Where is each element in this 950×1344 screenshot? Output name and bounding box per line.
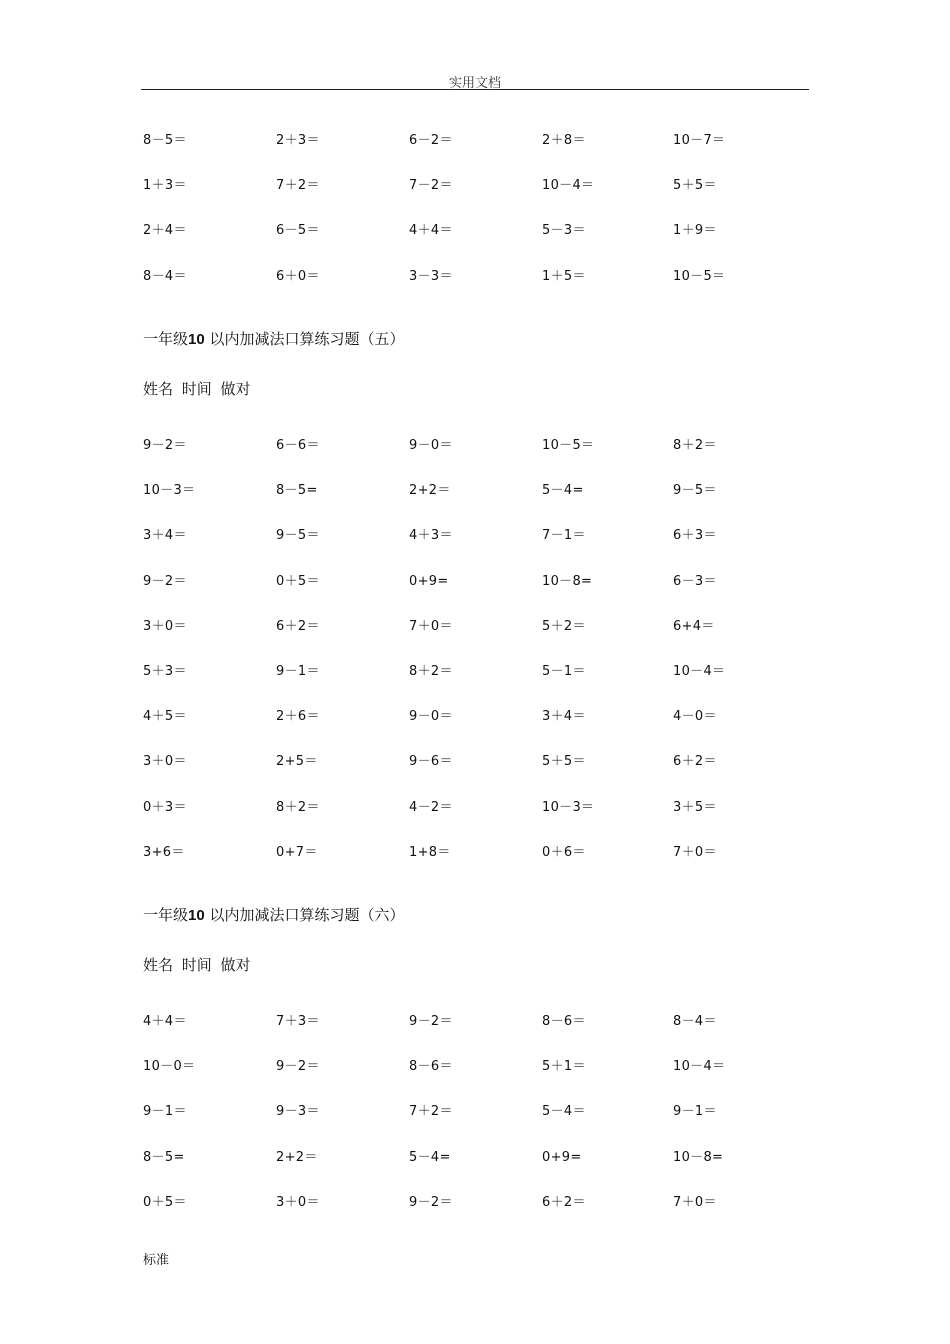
problem-item: 6＋2＝	[276, 618, 320, 634]
problem-item: 8－5=	[143, 1149, 185, 1165]
problem-row	[143, 619, 823, 664]
problem-item: 8－5＝	[143, 133, 187, 148]
problem-item: 6＋0＝	[276, 268, 320, 284]
problem-item: 9－0＝	[409, 709, 453, 725]
problem-item: 0＋3＝	[143, 799, 187, 815]
problem-item: 2＋6＝	[276, 709, 320, 725]
problem-item: 7＋0＝	[673, 844, 717, 860]
header-title: 实用文档	[448, 76, 501, 91]
problem-item: 0+7＝	[276, 844, 318, 860]
problem-item: 1＋9＝	[673, 223, 717, 239]
problem-item: 7＋2＝	[409, 1104, 453, 1120]
problem-row	[143, 269, 823, 314]
page-header	[141, 70, 809, 90]
problem-item: 9－0＝	[409, 438, 453, 453]
problem-item: 4－0＝	[673, 709, 717, 725]
problem-item: 7－1＝	[542, 528, 586, 544]
problem-grid-top	[143, 133, 823, 314]
problem-item: 3＋5＝	[673, 799, 717, 815]
problem-item: 1＋3＝	[143, 178, 187, 194]
problem-item: 9－2＝	[409, 1014, 453, 1029]
problem-item: 5＋5＝	[542, 754, 586, 770]
problem-row	[143, 754, 823, 799]
problem-item: 9－2＝	[143, 438, 187, 453]
problem-item: 4＋3＝	[409, 528, 453, 544]
problem-item: 8＋2＝	[409, 663, 453, 679]
section-title-prefix: 一年级	[143, 906, 189, 924]
problem-item: 2+2＝	[276, 1149, 318, 1165]
problem-item: 8－6＝	[542, 1014, 586, 1029]
problem-item: 9－5＝	[276, 528, 320, 544]
problem-item: 7＋2＝	[276, 178, 320, 194]
problem-item: 0＋5＝	[143, 1194, 187, 1210]
problem-row	[143, 1014, 823, 1059]
problem-item: 9－1＝	[276, 663, 320, 679]
problem-item: 3－3＝	[409, 268, 453, 284]
problem-item: 3＋0＝	[276, 1194, 320, 1210]
problem-item: 10－5＝	[542, 438, 595, 453]
problem-item: 2＋8＝	[542, 133, 586, 148]
problem-item: 5－3＝	[542, 223, 586, 239]
problem-row	[143, 1150, 823, 1195]
problem-item: 2＋3＝	[276, 133, 320, 148]
problem-item: 6－5＝	[276, 223, 320, 239]
problem-item: 6＋2＝	[673, 754, 717, 770]
problem-row	[143, 178, 823, 223]
problem-item: 8＋2＝	[673, 438, 717, 453]
problem-item: 7＋0＝	[409, 618, 453, 634]
problem-item: 9－5＝	[673, 483, 717, 499]
problem-row	[143, 574, 823, 619]
problem-item: 10－0＝	[143, 1059, 196, 1075]
problem-item: 5－4＝	[542, 1104, 586, 1120]
problem-item: 0＋5＝	[276, 573, 320, 589]
problem-item: 8－4＝	[673, 1014, 717, 1029]
problem-item: 5＋2＝	[542, 618, 586, 634]
problem-item: 0+9=	[409, 573, 449, 589]
problem-grid-section-6	[143, 1014, 823, 1240]
problem-item: 3＋4＝	[143, 528, 187, 544]
problem-item: 6+4＝	[673, 618, 715, 634]
problem-item: 4－2＝	[409, 799, 453, 815]
problem-item: 6－3＝	[673, 573, 717, 589]
problem-item: 5－1＝	[542, 663, 586, 679]
section-title-suffix: 以内加减法口算练习题（六）	[209, 906, 405, 924]
problem-item: 3＋0＝	[143, 754, 187, 770]
problem-item: 3+6＝	[143, 844, 185, 860]
problem-item: 8－4＝	[143, 268, 187, 284]
problem-item: 10－8=	[673, 1149, 724, 1165]
problem-row	[143, 223, 823, 268]
problem-item: 7＋3＝	[276, 1014, 320, 1029]
problem-item: 10－3＝	[143, 483, 196, 499]
problem-item: 3＋0＝	[143, 618, 187, 634]
problem-item: 10－7＝	[673, 133, 726, 148]
problem-row	[143, 133, 823, 178]
problem-row	[143, 483, 823, 528]
problem-row	[143, 845, 823, 890]
problem-item: 9－1＝	[673, 1104, 717, 1120]
problem-item: 4＋4＝	[143, 1014, 187, 1029]
problem-item: 4＋4＝	[409, 223, 453, 239]
problem-item: 0+9=	[542, 1149, 582, 1165]
problem-row	[143, 1195, 823, 1240]
section-title-suffix: 以内加减法口算练习题（五）	[209, 330, 405, 348]
problem-item: 5－4=	[542, 483, 584, 499]
problem-row	[143, 800, 823, 845]
problem-item: 8－5=	[276, 483, 318, 499]
section-title-number: 10	[188, 331, 205, 348]
problem-item: 9－2＝	[143, 573, 187, 589]
problem-item: 3＋4＝	[542, 709, 586, 725]
problem-item: 10－8=	[542, 573, 593, 589]
section-title-prefix: 一年级	[143, 330, 189, 348]
problem-row	[143, 1059, 823, 1104]
footer-label: 标准	[143, 1253, 170, 1268]
info-line-6: 姓名 时间 做对	[143, 956, 251, 974]
problem-item: 7＋0＝	[673, 1194, 717, 1210]
problem-row	[143, 709, 823, 754]
problem-grid-section-5	[143, 438, 823, 890]
problem-item: 9－6＝	[409, 754, 453, 770]
problem-row	[143, 438, 823, 483]
problem-item: 2+5＝	[276, 754, 318, 770]
problem-item: 2+2＝	[409, 483, 451, 499]
problem-item: 1＋5＝	[542, 268, 586, 284]
problem-item: 10－4＝	[542, 178, 595, 194]
problem-item: 8－6＝	[409, 1059, 453, 1075]
problem-row	[143, 664, 823, 709]
problem-item: 7－2＝	[409, 178, 453, 194]
problem-item: 5＋1＝	[542, 1059, 586, 1075]
problem-item: 9－3＝	[276, 1104, 320, 1120]
problem-item: 0＋6＝	[542, 844, 586, 860]
problem-item: 6＋2＝	[542, 1194, 586, 1210]
problem-item: 10－4＝	[673, 1059, 726, 1075]
problem-item: 5＋5＝	[673, 178, 717, 194]
section-title-number: 10	[188, 907, 205, 924]
info-line-5: 姓名 时间 做对	[143, 380, 251, 398]
section-title-5	[143, 329, 405, 350]
problem-item: 2＋4＝	[143, 223, 187, 239]
section-title-6	[143, 905, 405, 926]
problem-row	[143, 1104, 823, 1149]
problem-item: 8＋2＝	[276, 799, 320, 815]
problem-item: 9－2＝	[276, 1059, 320, 1075]
problem-item: 6＋3＝	[673, 528, 717, 544]
problem-item: 9－1＝	[143, 1104, 187, 1120]
problem-item: 5＋3＝	[143, 663, 187, 679]
problem-item: 10－4＝	[673, 663, 726, 679]
problem-item: 6－6＝	[276, 438, 320, 453]
problem-item: 6－2＝	[409, 133, 453, 148]
problem-item: 10－3＝	[542, 799, 595, 815]
problem-item: 4＋5＝	[143, 709, 187, 725]
problem-item: 9－2＝	[409, 1194, 453, 1210]
problem-item: 1+8＝	[409, 844, 451, 860]
problem-item: 10－5＝	[673, 268, 726, 284]
problem-item: 5－4=	[409, 1149, 451, 1165]
problem-row	[143, 528, 823, 573]
